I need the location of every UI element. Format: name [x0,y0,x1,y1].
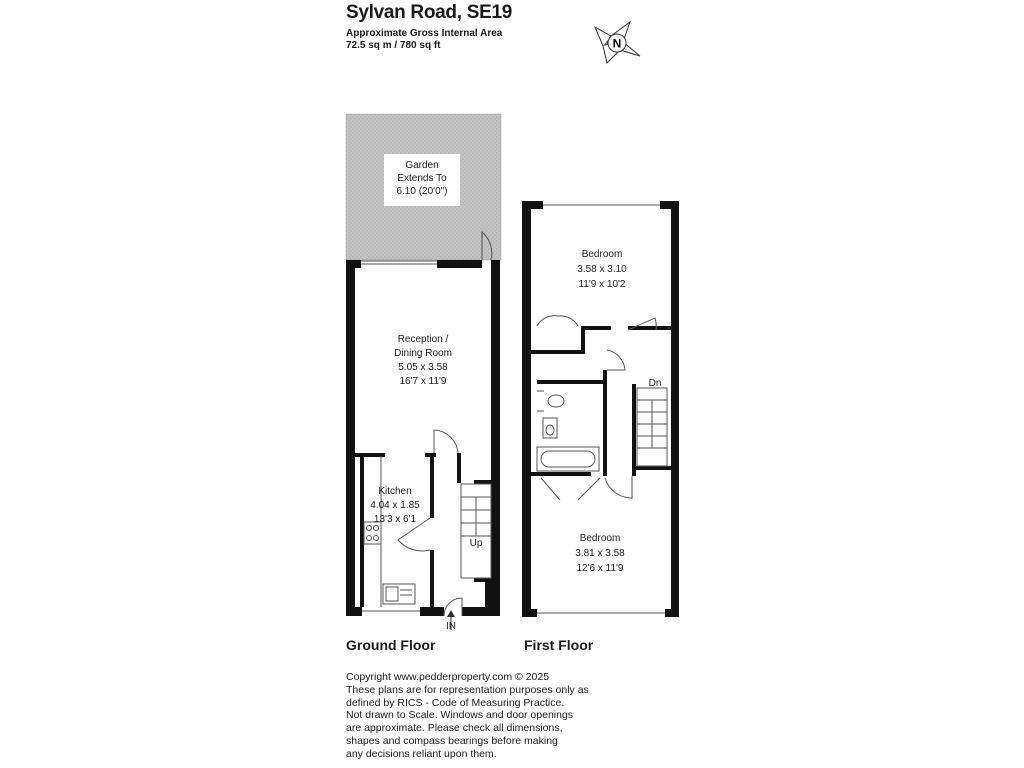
kitchen-label-2: 4.04 x 1.85 [370,500,420,511]
compass-letter: N [612,36,622,51]
disclaimer-line: Copyright www.pedderproperty.com © 2025 [346,671,550,683]
first-floor-label: First Floor [524,637,594,653]
disclaimer-line: defined by RICS - Code of Measuring Practice. [346,696,565,709]
bedroom2-label-2: 3.81 x 3.58 [575,548,625,559]
disclaimer-line: any decisions reliant upon them. [346,747,497,760]
garden-label-2: Extends To [397,173,447,184]
first-stairs [637,388,667,466]
ground-stairs [461,484,491,578]
first-stairs-label: Dn [648,378,662,389]
reception-label-2: Dining Room [394,348,452,359]
first-floor-plan [522,201,679,617]
disclaimer-line: shapes and compass bearings before making [346,734,558,747]
bedroom1-label-3: 11'9 x 10'2 [578,279,626,290]
bedroom2-label-3: 12'6 x 11'9 [576,563,624,574]
garden-label-1: Garden [405,160,439,171]
bedroom1-label-1: Bedroom [581,249,623,260]
disclaimer-line: Not drawn to Scale. Windows and door openings [346,709,574,722]
ground-floor-plan [346,114,501,632]
bathroom-fittings [537,391,599,471]
area-value: 72.5 sq m / 780 sq ft [346,40,441,51]
kitchen-label-1: Kitchen [378,486,412,497]
kitchen-fittings [364,457,415,607]
bedroom1-label-2: 3.58 x 3.10 [577,264,627,275]
compass-rose-icon [595,22,640,63]
disclaimer [346,671,606,761]
entrance-label: IN [446,621,456,632]
reception-label-3: 5.05 x 3.58 [398,362,448,373]
garden-label-3: 6.10 (20'0") [396,186,448,197]
page-title: Sylvan Road, SE19 [346,2,512,23]
area-label: Approximate Gross Internal Area [346,28,503,39]
reception-label-4: 16'7 x 11'9 [399,376,447,387]
disclaimer-line: are approximate. Please check all dimensions, [346,722,563,735]
disclaimer-line: These plans are for representation purposes only as [346,683,589,696]
ground-floor-label: Ground Floor [346,637,436,653]
reception-label-1: Reception / [397,334,449,345]
kitchen-label-3: 13'3 x 6'1 [373,514,417,525]
bedroom2-label-1: Bedroom [579,533,621,544]
ground-stairs-label: Up [469,538,483,549]
